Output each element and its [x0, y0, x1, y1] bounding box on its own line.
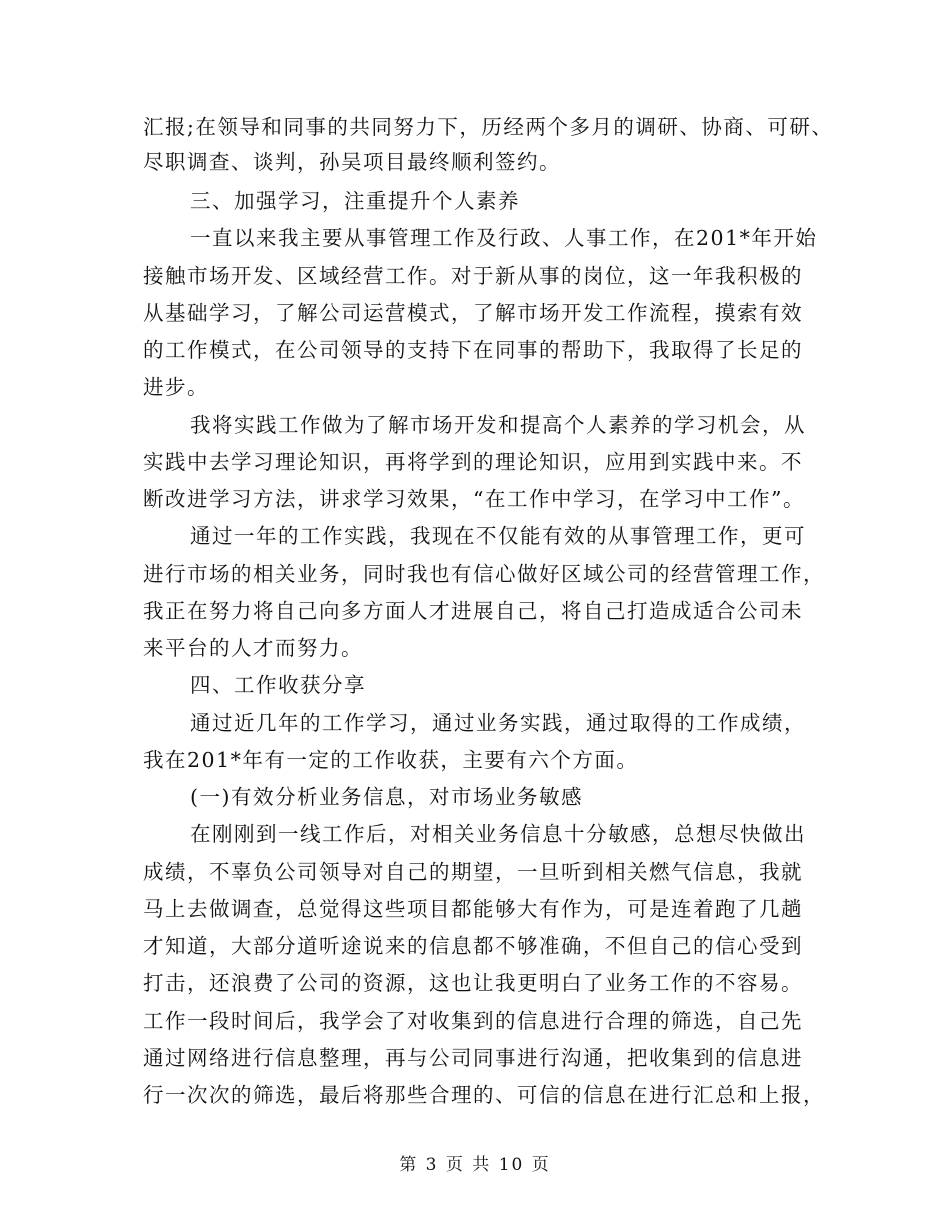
text-line: 实践中去学习理论知识，再将学到的理论知识，应用到实践中来。不 — [143, 450, 803, 474]
text-line: 行一次次的筛选，最后将那些合理的、可信的信息在进行汇总和上报， — [143, 1083, 825, 1107]
subsection-heading: (一)有效分析业务信息，对市场业务敏感 — [190, 785, 583, 809]
text-line: 汇报;在领导和同事的共同努力下，历经两个多月的调研、协商、可研、 — [143, 115, 834, 139]
text-line: 的工作模式，在公司领导的支持下在同事的帮助下，我取得了长足的 — [143, 338, 803, 362]
section-heading: 三、加强学习，注重提升个人素养 — [190, 189, 520, 213]
text-line: 断改进学习方法，讲求学习效果，“在工作中学习，在学习中工作”。 — [143, 487, 805, 511]
text-line: 通过一年的工作实践，我现在不仅能有效的从事管理工作，更可 — [190, 524, 806, 548]
text-line: 一直以来我主要从事管理工作及行政、人事工作，在201*年开始 — [190, 226, 818, 250]
text-line: 通过网络进行信息整理，再与公司同事进行沟通，把收集到的信息进 — [143, 1046, 803, 1070]
text-line: 在刚刚到一线工作后，对相关业务信息十分敏感，总想尽快做出 — [190, 822, 806, 846]
text-line: 我将实践工作做为了解市场开发和提高个人素养的学习机会，从 — [190, 413, 806, 437]
text-line: 进步。 — [143, 375, 209, 399]
page-number-footer: 第 3 页 共 10 页 — [399, 1155, 551, 1175]
text-line: 来平台的人才而努力。 — [143, 636, 363, 660]
text-line: 成绩，不辜负公司领导对自己的期望，一旦听到相关燃气信息，我就 — [143, 860, 803, 884]
text-line: 打击，还浪费了公司的资源，这也让我更明白了业务工作的不容易。 — [143, 971, 803, 995]
text-line: 马上去做调查，总觉得这些项目都能够大有作为，可是连着跑了几趟 — [143, 897, 803, 921]
text-line: 进行市场的相关业务，同时我也有信心做好区域公司的经营管理工作， — [143, 562, 825, 586]
text-line: 从基础学习，了解公司运营模式，了解市场开发工作流程，摸索有效 — [143, 301, 803, 325]
text-line: 接触市场开发、区域经营工作。对于新从事的岗位，这一年我积极的 — [143, 264, 803, 288]
text-line: 工作一段时间后，我学会了对收集到的信息进行合理的筛选，自己先 — [143, 1009, 803, 1033]
text-line: 通过近几年的工作学习，通过业务实践，通过取得的工作成绩， — [190, 711, 806, 735]
text-line: 我在201*年有一定的工作收获，主要有六个方面。 — [143, 748, 639, 772]
section-heading: 四、工作收获分享 — [190, 673, 366, 697]
text-line: 我正在努力将自己向多方面人才进展自己，将自己打造成适合公司未 — [143, 599, 803, 623]
text-line: 尽职调查、谈判，孙吴项目最终顺利签约。 — [143, 150, 561, 174]
text-line: 才知道，大部分道听途说来的信息都不够准确，不但自己的信心受到 — [143, 934, 803, 958]
